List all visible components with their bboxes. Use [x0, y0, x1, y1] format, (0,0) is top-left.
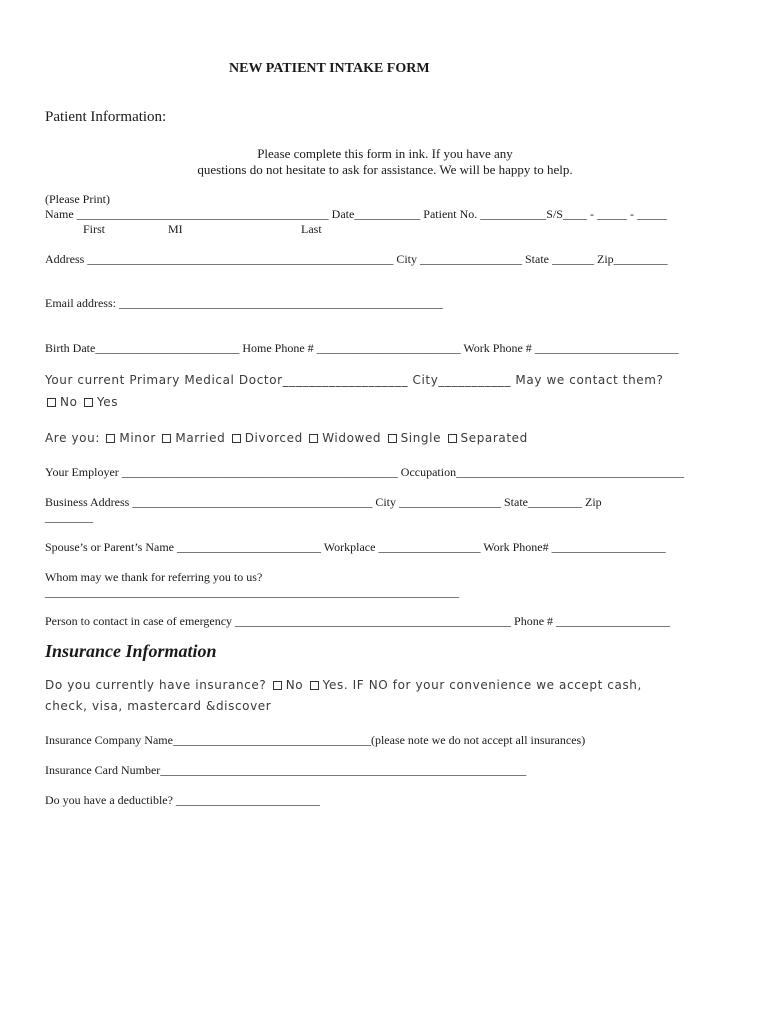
contact-no-checkbox[interactable]: [47, 398, 56, 407]
contact-yes-checkbox[interactable]: [84, 398, 93, 407]
name-mi-caption: MI: [168, 222, 183, 236]
divorced-label: Divorced: [244, 431, 303, 445]
please-print-note: (Please Print): [45, 192, 110, 206]
marital-status-row: [45, 431, 528, 446]
deductible-field[interactable]: Do you have a deductible? ________________________: [45, 793, 320, 807]
widowed-label: Widowed: [322, 431, 382, 445]
minor-checkbox[interactable]: [106, 434, 115, 443]
married-label: Married: [175, 431, 226, 445]
single-label: Single: [400, 431, 442, 445]
divorced-checkbox[interactable]: [232, 434, 241, 443]
separated-checkbox[interactable]: [448, 434, 457, 443]
married-checkbox[interactable]: [162, 434, 171, 443]
insurance-no-label: No: [285, 678, 304, 692]
referral-question: Whom may we thank for referring you to us?: [45, 570, 263, 584]
insurance-yes-checkbox[interactable]: [310, 681, 319, 690]
insurance-no-checkbox[interactable]: [273, 681, 282, 690]
insurance-company-field[interactable]: Insurance Company Name_________________________________(please note we do not accept all insurances): [45, 733, 586, 747]
address-field[interactable]: Address ___________________________________________________ City _________________ State _______ Zip_________: [45, 252, 668, 266]
insurance-yes-label: Yes. IF NO for your convenience we accept cash,: [322, 678, 642, 692]
separated-label: Separated: [460, 431, 528, 445]
contact-doctor-options: [45, 395, 118, 410]
birth-and-phone-fields[interactable]: Birth Date________________________ Home Phone # ________________________ Work Phone # ________________________: [45, 341, 679, 355]
primary-doctor-field[interactable]: Your current Primary Medical Doctor___________________ City___________ May we contact them?: [45, 373, 664, 387]
referral-field[interactable]: _____________________________________________________________________: [45, 585, 459, 599]
insurance-card-field[interactable]: Insurance Card Number_____________________________________________________________: [45, 763, 527, 777]
section-insurance-information: Insurance Information: [45, 641, 217, 661]
section-patient-information: Patient Information:: [45, 109, 167, 125]
form-title: NEW PATIENT INTAKE FORM: [229, 61, 430, 76]
name-first-caption: First: [83, 222, 106, 236]
spouse-parent-field[interactable]: Spouse’s or Parent’s Name ________________________ Workplace _________________ Work Phone# ___________________: [45, 540, 666, 554]
contact-yes-label: Yes: [96, 395, 119, 409]
insurance-question-label: Do you currently have insurance?: [45, 678, 267, 692]
business-zip-field[interactable]: ________: [45, 510, 93, 524]
insurance-question-row: [45, 678, 642, 693]
contact-no-label: No: [60, 395, 78, 409]
instructions-line-2: questions do not hesitate to ask for assistance. We will be happy to help.: [197, 162, 573, 177]
single-checkbox[interactable]: [388, 434, 397, 443]
instructions-line-1: Please complete this form in ink. If you have any: [257, 146, 513, 161]
name-last-caption: Last: [301, 222, 322, 236]
business-address-field[interactable]: Business Address ________________________________________ City _________________ State_________ Zip: [45, 495, 602, 509]
minor-label: Minor: [119, 431, 156, 445]
email-field[interactable]: Email address: ______________________________________________________: [45, 296, 443, 310]
widowed-checkbox[interactable]: [309, 434, 318, 443]
name-field[interactable]: Name __________________________________________ Date___________ Patient No. ___________S/S____ - _____ - _____: [45, 207, 667, 221]
are-you-label: Are you:: [45, 431, 100, 445]
insurance-payment-note: check, visa, mastercard &discover: [45, 699, 272, 713]
employer-field[interactable]: Your Employer ______________________________________________ Occupation______________________________________: [45, 465, 685, 479]
emergency-contact-field[interactable]: Person to contact in case of emergency ______________________________________________ Phone # ___________________: [45, 614, 671, 628]
